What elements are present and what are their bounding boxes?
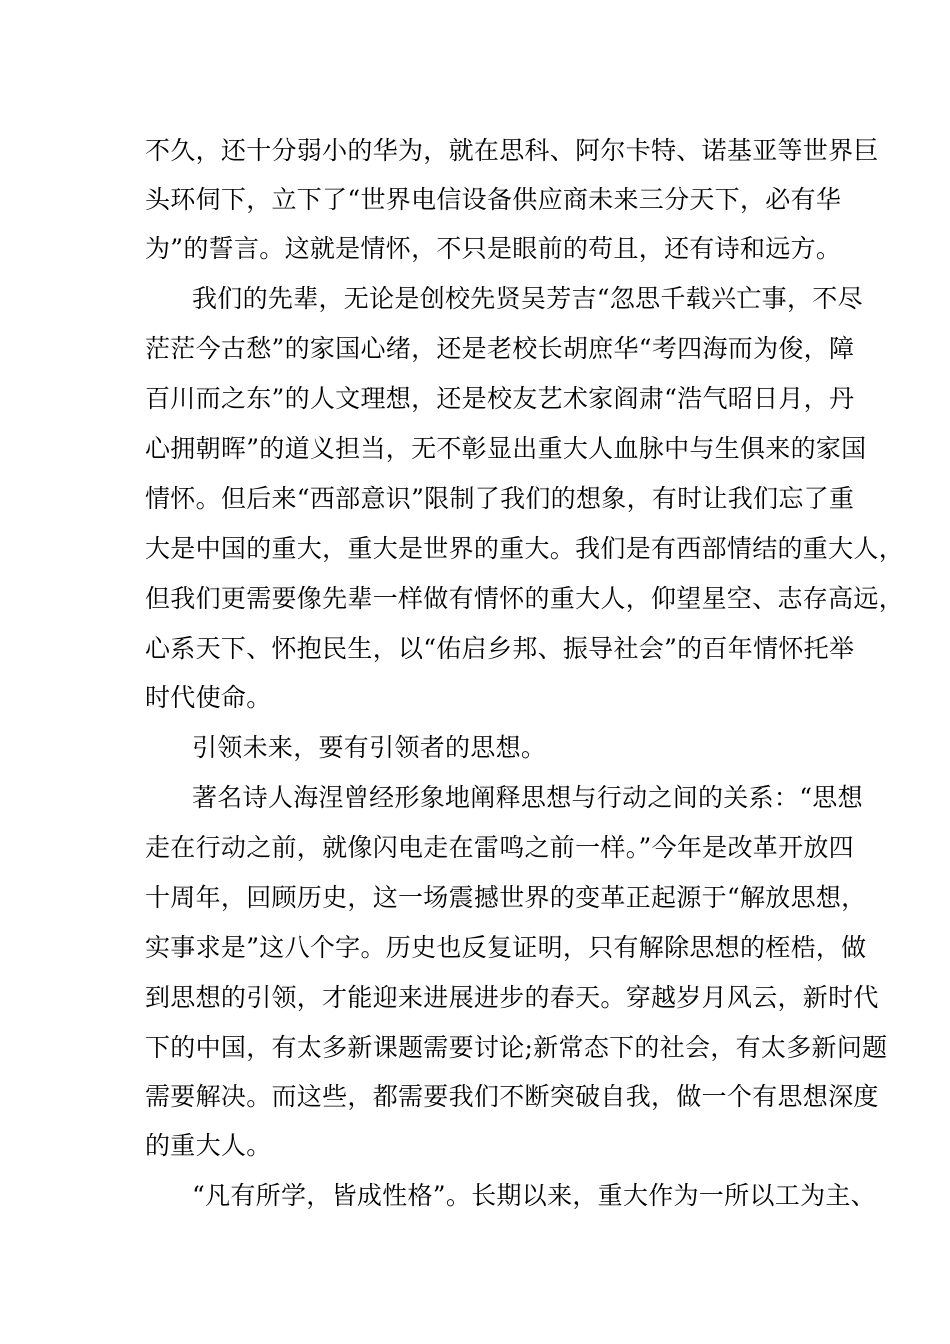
text-line: 实事求是”这八个字。历史也反复证明，只有解除思想的桎梏，做	[145, 933, 867, 962]
text-line: 心拥朝晖”的道义担当，无不彰显出重大人血脉中与生俱来的家国	[145, 434, 867, 463]
text-line: 为”的誓言。这就是情怀，不只是眼前的苟且，还有诗和远方。	[145, 234, 842, 263]
text-line: 但我们更需要像先辈一样做有情怀的重大人，仰望星空、志存高远，	[145, 584, 905, 613]
text-line: 下的中国，有太多新课题需要讨论;新常态下的社会，有太多新问题	[145, 1033, 888, 1062]
text-line: 需要解决。而这些，都需要我们不断突破自我，做一个有思想深度	[145, 1082, 879, 1111]
text-line: 不久，还十分弱小的华为，就在思科、阿尔卡特、诺基亚等世界巨	[145, 136, 879, 165]
paragraph-first-line: 著名诗人海涅曾经形象地阐释思想与行动之间的关系：“思想	[192, 783, 863, 812]
text-line: 的重大人。	[145, 1131, 272, 1160]
text-line: 到思想的引领，才能迎来进展进步的春天。穿越岁月风云，新时代	[145, 983, 879, 1012]
paragraph-first-line: 我们的先辈，无论是创校先贤吴芳吉“忽思千载兴亡事，不尽	[192, 284, 863, 313]
text-line: 心系天下、怀抱民生，以“佑启乡邦、振导社会”的百年情怀托举	[145, 634, 855, 663]
text-line: 百川而之东”的人文理想，还是校友艺术家阎肃“浩气昭日月，丹	[145, 384, 855, 413]
text-line: 十周年，回顾历史，这一场震撼世界的变革正起源于“解放思想，	[145, 883, 867, 912]
text-line: 时代使命。	[145, 683, 272, 712]
paragraph-first-line: 引领未来，要有引领者的思想。	[192, 733, 547, 762]
text-line: 大是中国的重大，重大是世界的重大。我们是有西部情结的重大人，	[145, 534, 905, 563]
text-line: 头环伺下，立下了“世界电信设备供应商未来三分天下，必有华	[145, 185, 842, 214]
text-line: 情怀。但后来“西部意识”限制了我们的想象，有时让我们忘了重	[145, 484, 855, 513]
text-line: 走在行动之前，就像闪电走在雷鸣之前一样。”今年是改革开放四	[145, 833, 854, 862]
paragraph-first-line: “凡有所学，皆成性格”。长期以来，重大作为一所以工为主、	[192, 1181, 876, 1210]
text-line: 茫茫今古愁”的家国心绪，还是老校长胡庶华“考四海而为俊，障	[145, 334, 855, 363]
